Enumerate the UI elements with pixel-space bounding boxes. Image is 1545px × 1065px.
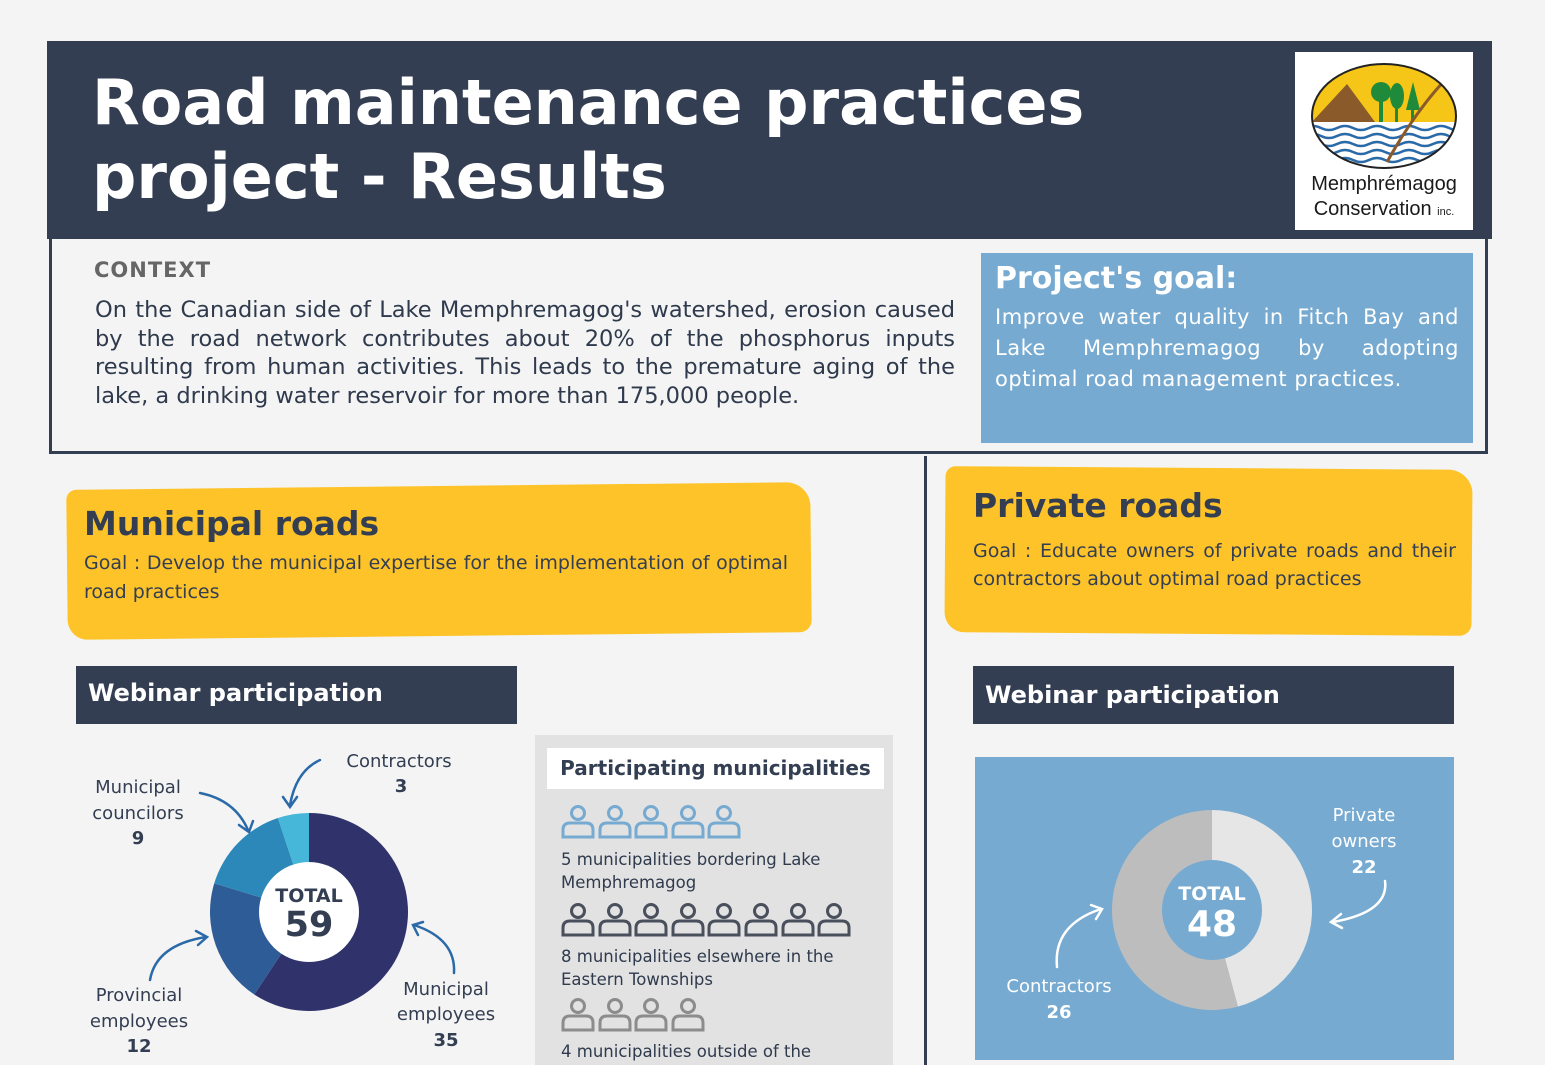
person-icon xyxy=(633,902,669,938)
person-icon xyxy=(706,902,742,938)
arrow-councilors xyxy=(200,793,248,830)
slice-value-private-owners: 22 xyxy=(1351,857,1377,878)
municipalities-row-2-text: 8 municipalities elsewhere in the Eastern Townships xyxy=(561,947,834,989)
municipalities-panel-title: Participating municipalities xyxy=(547,748,884,789)
arrow-contractors xyxy=(290,760,320,805)
slice-label-municipal-employees-line1: Municipal xyxy=(403,979,489,1000)
logo-line2: Conservation xyxy=(1313,198,1432,220)
person-icon xyxy=(597,804,633,840)
context-text: On the Canadian side of Lake Memphremagog's watershed, erosion caused by the road network contributes about 20% of the phosphorus inputs resulting from human activities. This leads to the premature aging of the lake, a drinking water reservoir for more than 175,000 people. xyxy=(95,297,955,409)
slice-value-municipal-employees: 35 xyxy=(433,1030,459,1051)
logo-emblem xyxy=(1295,52,1473,172)
slice-label-contractors: Contractors xyxy=(1006,976,1112,997)
person-icon xyxy=(633,997,669,1033)
total-value: 48 xyxy=(1186,904,1238,945)
person-icon xyxy=(597,902,633,938)
private-goal: Goal : Educate owners of private roads and their contractors about optimal road practices xyxy=(973,540,1456,590)
person-icon xyxy=(670,902,706,938)
slice-value-councilors: 9 xyxy=(131,828,145,849)
arrow-contractors xyxy=(1057,909,1101,967)
project-goal-text: Improve water quality in Fitch Bay and Lake Memphremagog by adopting optimal road management practices. xyxy=(995,305,1459,391)
slice-label-councilors-line2: councilors xyxy=(92,803,184,824)
arrow-provincial xyxy=(150,937,206,980)
private-roads-title: Private roads xyxy=(973,486,1223,525)
person-icon xyxy=(670,804,706,840)
slice-value-contractors: 3 xyxy=(394,776,408,797)
logo-line1: Memphrémagog xyxy=(1311,173,1457,195)
slice-label-municipal-employees-line2: employees xyxy=(396,1004,496,1025)
person-icon xyxy=(780,902,816,938)
page-title: Road maintenance practices project - Results xyxy=(92,66,1085,213)
slice-value-contractors: 26 xyxy=(1046,1002,1072,1023)
person-icon xyxy=(670,997,706,1033)
person-icons-row-1 xyxy=(560,804,742,840)
slice-value-provincial: 12 xyxy=(126,1036,152,1057)
logo-suffix: inc. xyxy=(1437,206,1455,218)
municipal-roads-title: Municipal roads xyxy=(84,504,380,543)
municipalities-row-1-text: 5 municipalities bordering Lake Memphremagog xyxy=(561,850,821,892)
arrow-private-owners xyxy=(1333,881,1385,922)
context-label: CONTEXT xyxy=(94,258,212,282)
person-icon xyxy=(560,997,596,1033)
person-icon xyxy=(706,804,742,840)
municipal-donut-chart xyxy=(60,735,530,1065)
project-goal-title: Project's goal: xyxy=(995,261,1238,296)
private-webinar-header: Webinar participation xyxy=(973,666,1454,724)
municipal-goal: Goal : Develop the municipal expertise for the implementation of optimal road practices xyxy=(84,552,788,603)
person-icon xyxy=(560,902,596,938)
person-icon xyxy=(743,902,779,938)
slice-label-provincial-line1: Provincial xyxy=(95,985,183,1006)
slice-label-private-owners-line2: owners xyxy=(1331,831,1397,852)
person-icon xyxy=(816,902,852,938)
arrow-municipal-employees xyxy=(414,925,454,973)
column-divider xyxy=(924,456,927,1065)
slice-label-contractors: Contractors xyxy=(346,751,452,772)
organization-logo xyxy=(1295,52,1473,230)
total-label: TOTAL xyxy=(1178,883,1246,905)
total-label: TOTAL xyxy=(275,885,343,907)
slice-label-private-owners-line1: Private xyxy=(1332,805,1396,826)
private-donut-chart xyxy=(975,757,1454,1060)
project-goal-box xyxy=(981,253,1473,443)
person-icon xyxy=(597,997,633,1033)
person-icons-row-2 xyxy=(560,902,852,938)
municipal-webinar-header: Webinar participation xyxy=(76,666,517,724)
logo-wordmark xyxy=(1295,172,1473,225)
person-icons-row-3 xyxy=(560,997,706,1033)
total-value: 59 xyxy=(284,905,334,945)
slice-label-councilors-line1: Municipal xyxy=(95,777,181,798)
person-icon xyxy=(560,804,596,840)
municipalities-row-3-text: 4 municipalities outside of the xyxy=(561,1042,812,1061)
slice-label-provincial-line2: employees xyxy=(89,1011,189,1032)
person-icon xyxy=(633,804,669,840)
